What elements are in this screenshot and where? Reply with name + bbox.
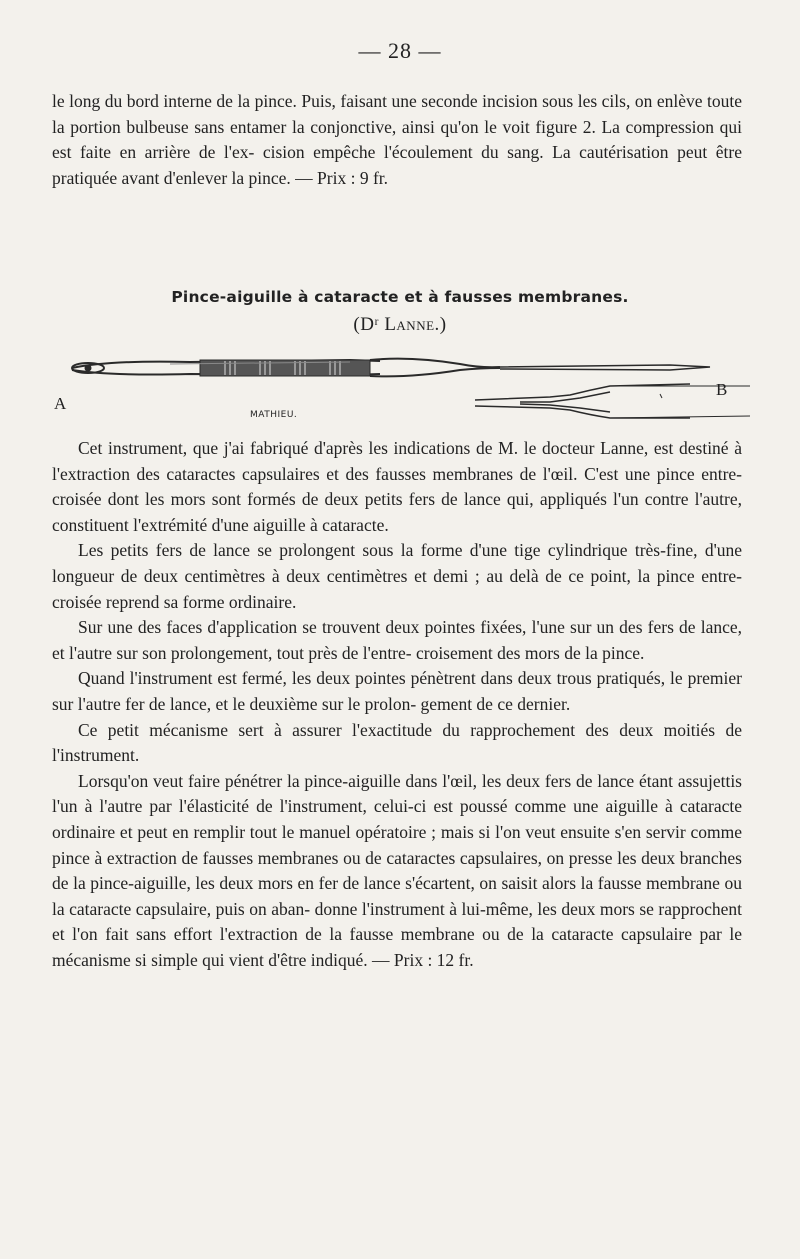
paragraph-text: Ce petit mécanisme sert à assurer l'exactitude du rapprochement des deux moitiés de l'instrument. [52,719,742,766]
section-author [0,314,800,336]
figure-label-b: B [716,380,728,399]
paragraph-text: Lorsqu'on veut faire pénétrer la pince-aiguille dans l'œil, les deux fers de lance étant assujettis l'un à l'autre par l'élasticité de l'instrument, celui-ci est poussé comme une aiguille à cataracte ordinaire et peut en remplir tout le manuel opératoire ; mais si l'on veut ensuite s'en servir comme pince à extraction de fausses membranes ou de cataractes capsulaires, on presse les deux branches de la pince-aiguille, les deux mors en fer de lance s'écartent, on saisit alors la fausse membrane ou la cataracte capsulaire, puis on aban- donne l'instrument à lui-même, les deux mors se rapprochent et l'on fait sans effort l'extraction de la fausse membrane ou de la cataracte capsulaire par le mécanisme si simple qui vient d'être indiqué. — Prix : 12 fr. [52,770,742,970]
closed-instrument-drawing [72,359,710,377]
section-title: Pince-aiguille à cataracte et à fausses membranes. [171,288,629,306]
figure-label-a: A [54,394,67,413]
open-jaws-detail-drawing [475,384,750,418]
paragraph-text: Sur une des faces d'application se trouvent deux pointes fixées, l'une sur un des fers de lance, et l'autre sur son prolongement, tout près de l'entre- croisement des mors de la pince. [52,617,742,663]
instrument-figure [50,350,750,430]
paragraph-text: Les petits fers de lance se prolongent sous la forme d'une tige cylindrique très-fine, d'une longueur de deux centimètres à deux centimètres et demi ; au delà de ce point, la pince entre-croisée reprend sa forme ordinaire. [52,540,742,612]
paragraph-text: le long du bord interne de la pince. Puis, faisant une seconde incision sous les cils, on enlève toute la portion bulbeuse sans entamer la conjonctive, ainsi qu'on le voit figure 2. La compression qui est faite en arrière de l'ex- cision empêche l'écoulement du sang. La cautérisation peut être pratiquée avant d'enlever la pince. — Prix : 9 fr. [52,91,742,188]
intro-paragraph [52,89,742,191]
page-number: — 28 — [358,38,442,63]
paragraph-text: Quand l'instrument est fermé, les deux pointes pénètrent dans deux trous pratiqués, le premier sur l'autre fer de lance, et le deuxième sur le prolon- gement de ce dernier. [52,668,742,714]
pince-aiguille-illustration [50,350,750,430]
instrument-description [52,436,742,973]
author-name: Lanne.) [384,314,447,335]
paragraph-text: Cet instrument, que j'ai fabriqué d'après les indications de M. le docteur Lanne, est destiné à l'extraction des cataractes capsulaires et des fausses membranes de l'œil. C'est une pince entre-croisée dont les mors sont formés de deux petits fers de lance qui, appliqués l'un contre l'autre, constituent l'extrémité d'une aiguille à cataracte. [52,438,742,535]
author-prefix: (Dʳ [353,314,385,335]
figure-credit: MATHIEU. [250,410,298,420]
